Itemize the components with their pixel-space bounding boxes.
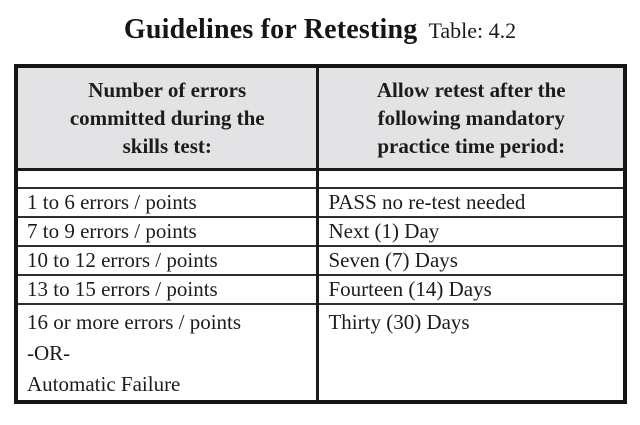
table-row [16,188,625,217]
empty-cell [318,170,625,189]
errors-cell: 13 to 15 errors / points [16,275,318,304]
header-retest-line: Allow retest after the [376,78,566,102]
retest-cell: Fourteen (14) Days [318,275,625,304]
errors-cell-line: -OR- [27,341,71,365]
header-retest-column [318,66,625,170]
header-errors-column [16,66,318,170]
retest-cell: Seven (7) Days [318,246,625,275]
retest-cell: PASS no re-test needed [318,188,625,217]
table-header-row [16,66,625,170]
errors-cell [16,304,318,402]
retest-cell: Thirty (30) Days [328,310,470,334]
title-main: Guidelines for Retesting [123,14,418,45]
header-errors-line: committed during the [69,106,265,130]
errors-cell-line: 16 or more errors / points [27,310,242,334]
empty-cell [16,170,318,189]
errors-cell: 7 to 9 errors / points [16,217,318,246]
table-row [16,275,625,304]
errors-cell: 1 to 6 errors / points [16,188,318,217]
header-retest-line: following mandatory [377,106,565,130]
errors-cell-line: Automatic Failure [27,372,181,396]
retesting-guidelines-table [14,64,627,404]
header-errors-line: skills test: [122,134,212,158]
title-table-label: Table: 4.2 [428,18,517,43]
header-retest-line: practice time period: [377,134,566,158]
page-title [0,13,640,51]
retest-cell: Next (1) Day [318,217,625,246]
table-row [16,246,625,275]
table-row-automatic-failure [16,304,625,402]
errors-cell: 10 to 12 errors / points [16,246,318,275]
table-row-empty [16,170,625,189]
header-errors-line: Number of errors [88,78,247,102]
table-row [16,217,625,246]
